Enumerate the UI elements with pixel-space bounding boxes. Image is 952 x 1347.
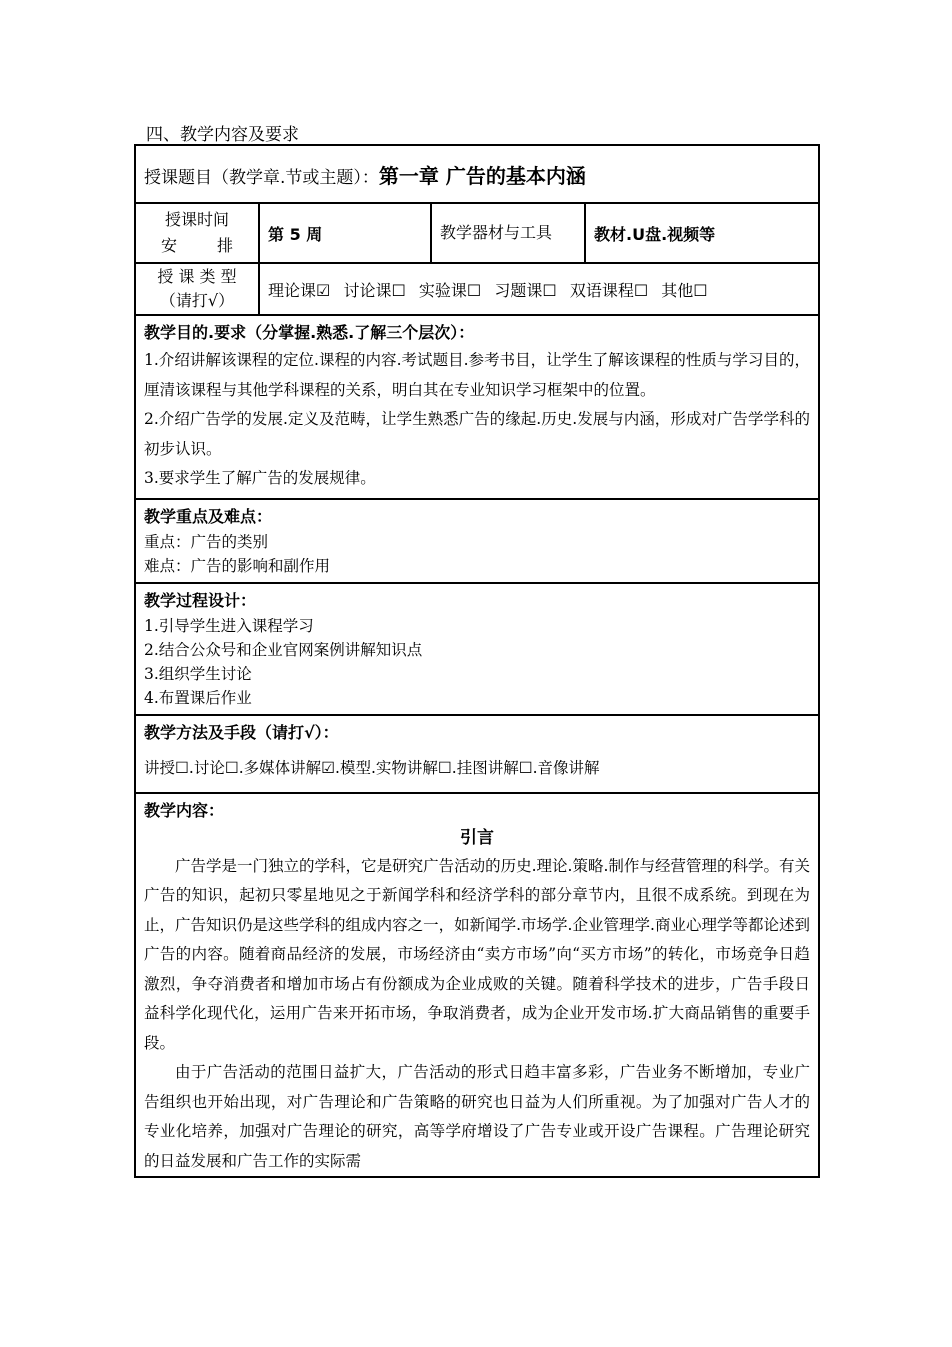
- methods-text: 讲授☐.讨论☐.多媒体讲解☑.模型.实物讲解☐.挂图讲解☐.音像讲解: [144, 758, 600, 777]
- objective-item: 3.要求学生了解广告的发展规律。: [144, 469, 376, 487]
- content-cell: [135, 793, 819, 1178]
- option-experiment[interactable]: 实验课☐: [418, 280, 482, 300]
- topic-row: [135, 145, 819, 203]
- content-title: 教学内容：: [144, 800, 225, 820]
- methods-cell: [135, 715, 819, 793]
- methods-title: 教学方法及手段（请打√）：: [144, 722, 339, 742]
- content-subtitle: 引言: [460, 827, 494, 848]
- key-points-title: 教学重点及难点：: [144, 506, 273, 526]
- time-label-word-a: 安: [160, 236, 177, 255]
- objective-item: 1.介绍讲解该课程的定位.课程的内容.考试题目.参考书目，让学生了解该课程的性质与学习目的，厘清该课程与其他学科课程的关系，明白其在专业知识学习框架中的位置。: [144, 351, 810, 399]
- time-value: 第 5 周: [259, 203, 431, 263]
- section-heading: 四、教学内容及要求: [146, 125, 299, 145]
- content-row: [135, 793, 819, 1178]
- content-paragraph: 广告学是一门独立的学科，它是研究广告活动的历史.理论.策略.制作与经营管理的科学。有关广告的知识，起初只零星地见之于新闻学科和经济学科的部分章节内，且很不成系统。到现在为止，广告知识仍是这些学科的组成内容之一，如新闻学.市场学.企业管理学.商业心理学等都论述到广告的内容。随着商品经济的发展，市场经济由“卖方市场”向“买方市场”的转化，市场竞争日趋激烈，争夺消费者和增加市场占有份额成为企业成败的关键。随着科学技术的进步，广告手段日益科学化现代化，运用广告来开拓市场，争取消费者，成为企业开发市场.扩大商品销售的重要手段。: [144, 856, 810, 1052]
- key-focus: 重点：广告的类别: [144, 532, 269, 551]
- objectives-cell: [135, 315, 819, 499]
- key-points-row: [135, 499, 819, 583]
- methods-row: [135, 715, 819, 793]
- objectives-title: 教学目的.要求（分掌握.熟悉.了解三个层次）：: [144, 323, 475, 342]
- process-step: 1.引导学生进入课程学习: [144, 616, 314, 635]
- process-cell: [135, 583, 819, 715]
- time-label-word-b: 排: [217, 236, 234, 255]
- schedule-row: [135, 203, 819, 263]
- topic-value: 第一章 广告的基本内涵: [378, 163, 586, 188]
- course-type-label-cell: [135, 263, 259, 315]
- objective-item: 2.介绍广告学的发展.定义及范畴，让学生熟悉广告的缘起.历史.发展与内涵，形成对广告学学科的初步认识。: [144, 410, 810, 458]
- tools-label: 教学器材与工具: [431, 203, 585, 263]
- lesson-plan-table: [134, 144, 820, 1178]
- option-discussion[interactable]: 讨论课☐: [343, 280, 406, 300]
- course-type-options: [259, 263, 819, 315]
- option-other[interactable]: 其他☐: [661, 280, 708, 300]
- objectives-row: [135, 315, 819, 499]
- process-step: 4.布置课后作业: [144, 688, 252, 707]
- content-paragraph: 由于广告活动的范围日益扩大，广告活动的形式日趋丰富多彩，广告业务不断增加，专业广告组织也开始出现，对广告理论和广告策略的研究也日益为人们所重视。为了加强对广告人才的专业化培养，加强对广告理论的研究，高等学府增设了广告专业或开设广告课程。广告理论研究的日益发展和广告工作的实际需: [144, 1063, 810, 1170]
- tools-value: 教材.U盘.视频等: [585, 203, 819, 263]
- course-type-label-line1: 授 课 类 型: [157, 267, 237, 286]
- key-difficulty: 难点：广告的影响和副作用: [144, 556, 331, 575]
- option-bilingual[interactable]: 双语课程☐: [569, 280, 649, 300]
- course-type-label-line2: （请打√）: [159, 291, 235, 310]
- time-label-line2: [144, 233, 250, 259]
- time-label-cell: [135, 203, 259, 263]
- time-label-line1: 授课时间: [164, 210, 229, 229]
- option-exercise[interactable]: 习题课☐: [494, 280, 557, 300]
- option-theory[interactable]: 理论课☑: [268, 280, 331, 300]
- key-points-cell: [135, 499, 819, 583]
- topic-cell: [135, 145, 819, 203]
- process-step: 2.结合公众号和企业官网案例讲解知识点: [144, 640, 423, 659]
- topic-label: 授课题目（教学章.节或主题）：: [144, 167, 379, 188]
- process-step: 3.组织学生讨论: [144, 664, 252, 683]
- process-title: 教学过程设计：: [144, 590, 257, 610]
- process-row: [135, 583, 819, 715]
- course-type-row: [135, 263, 819, 315]
